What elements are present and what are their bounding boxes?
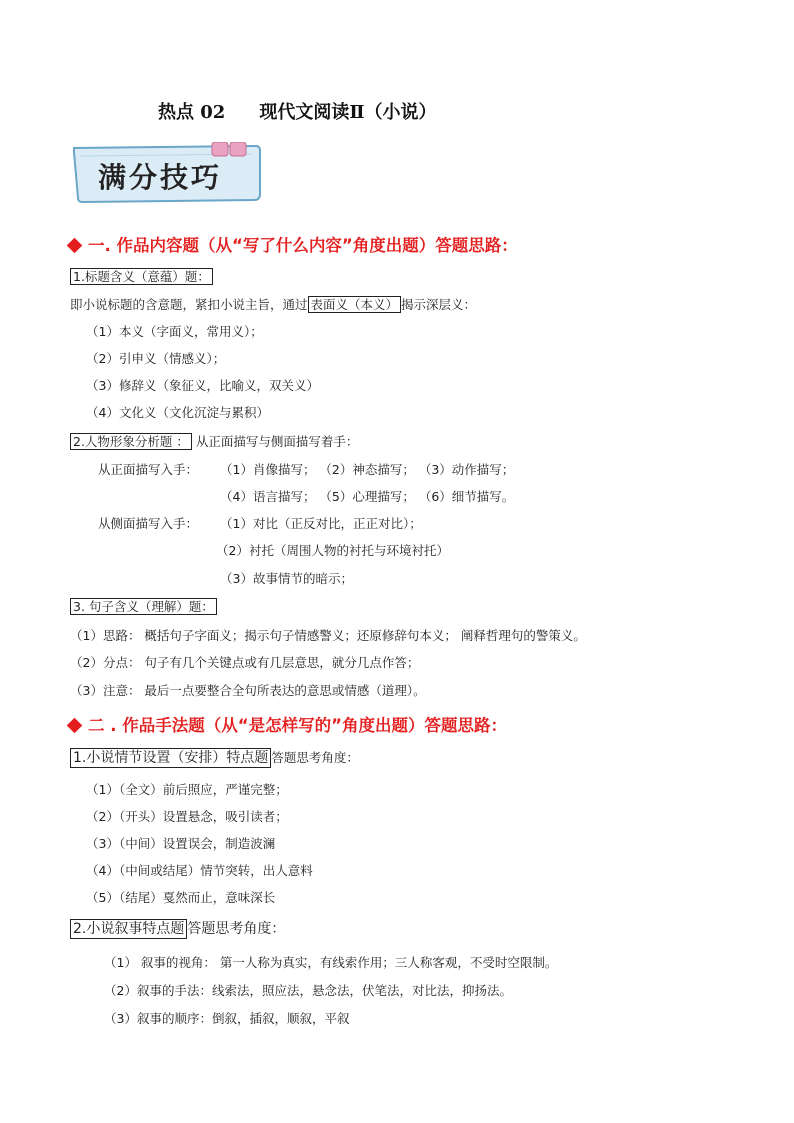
list-item: （4）（中间或结尾）情节突转，出人意料 [86,863,313,878]
section1-heading [66,232,518,256]
front-description-row: （4）语言描写； （5）心理描写； （6）细节描写。 [220,489,515,504]
list-item: （1）本义（字面义，常用义）； [86,324,263,339]
title-topic-name: 现代文阅读Ⅱ（小说） [259,102,437,123]
q2-label-line [70,433,358,451]
q2-label-box: 2.人物形象分析题 ： [70,433,192,450]
list-item: （3）（中间）设置误会，制造波澜 [86,836,276,851]
list-item: （5）（结尾）戛然而止，意味深长 [86,890,276,905]
list-item: （4）文化义（文化沉淀与累积） [86,405,269,420]
s2-q2-label-box: 2.小说叙事特点题 [70,919,187,939]
s2-q1-label-box: 1.小说情节设置（安排）特点题 [70,748,271,768]
list-item: （1）对比（正反对比，正正对比）； [220,516,422,531]
page-title [158,98,437,124]
side-description-label: 从侧面描写入手： [98,516,199,531]
list-item: （1）思路： 概括句子字面义；揭示句子情感警义；还原修辞句本义； 阐释哲理句的警策义。 [70,628,586,643]
q3-label-box: 3. 句子含义（理解）题： [70,598,217,615]
skills-banner [70,142,264,204]
list-item: （2）（开头）设置悬念，吸引读者； [86,809,288,824]
list-item: （1） 叙事的视角： 第一人称为真实，有线索作用；三人称客观，不受时空限制。 [104,955,558,970]
q1-desc-after: 揭示深层义： [401,297,477,312]
list-item: （3）故事情节的暗示； [220,571,353,586]
s2-q2-label-line [70,920,285,938]
section2-heading [66,712,507,736]
q1-description [70,296,476,314]
list-item: （2）引申义（情感义）； [86,351,226,366]
title-topic-number: 热点 02 [158,102,226,123]
list-item: （3）修辞义（象征义，比喻义，双关义） [86,378,319,393]
front-description-label: 从正面描写入手： [98,462,199,477]
q2-description: 从正面描写与侧面描写着手： [195,434,359,449]
s2-q1-description: 答题思考角度： [271,750,359,765]
front-description-row: （1）肖像描写； （2）神态描写； （3）动作描写； [220,462,515,477]
list-item: （3）叙事的顺序：倒叙，插叙，顺叙，平叙 [104,1011,350,1026]
s2-q1-label-line [70,749,359,767]
q1-desc-before: 即小说标题的含意题，紧扣小说主旨，通过 [70,297,308,312]
section2-heading-text: 二 . 作品手法题（从“是怎样写的”角度出题）答题思路： [88,716,507,735]
list-item: （3）注意： 最后一点要整合全句所表达的意思或情感（道理）。 [70,683,426,698]
section1-heading-text: 一. 作品内容题（从“写了什么内容”角度出题）答题思路： [88,236,518,255]
list-item: （1）（全文）前后照应，严谨完整； [86,782,288,797]
diamond-bullet-icon [67,718,83,734]
q1-label-box: 1.标题含义（意蕴）题： [70,268,213,285]
q3-label-line [70,598,217,616]
diamond-bullet-icon [67,238,83,254]
list-item: （2）分点： 句子有几个关键点或有几层意思，就分几点作答； [70,655,420,670]
q1-desc-box: 表面义（本义） [308,296,402,313]
q1-label-line [70,268,213,286]
list-item: （2）衬托（周围人物的衬托与环境衬托） [216,543,449,558]
banner-label: 满分技巧 [98,161,223,194]
list-item: （2）叙事的手法：线索法，照应法，悬念法，伏笔法，对比法，抑扬法。 [104,983,512,998]
s2-q2-description: 答题思考角度： [187,921,286,937]
